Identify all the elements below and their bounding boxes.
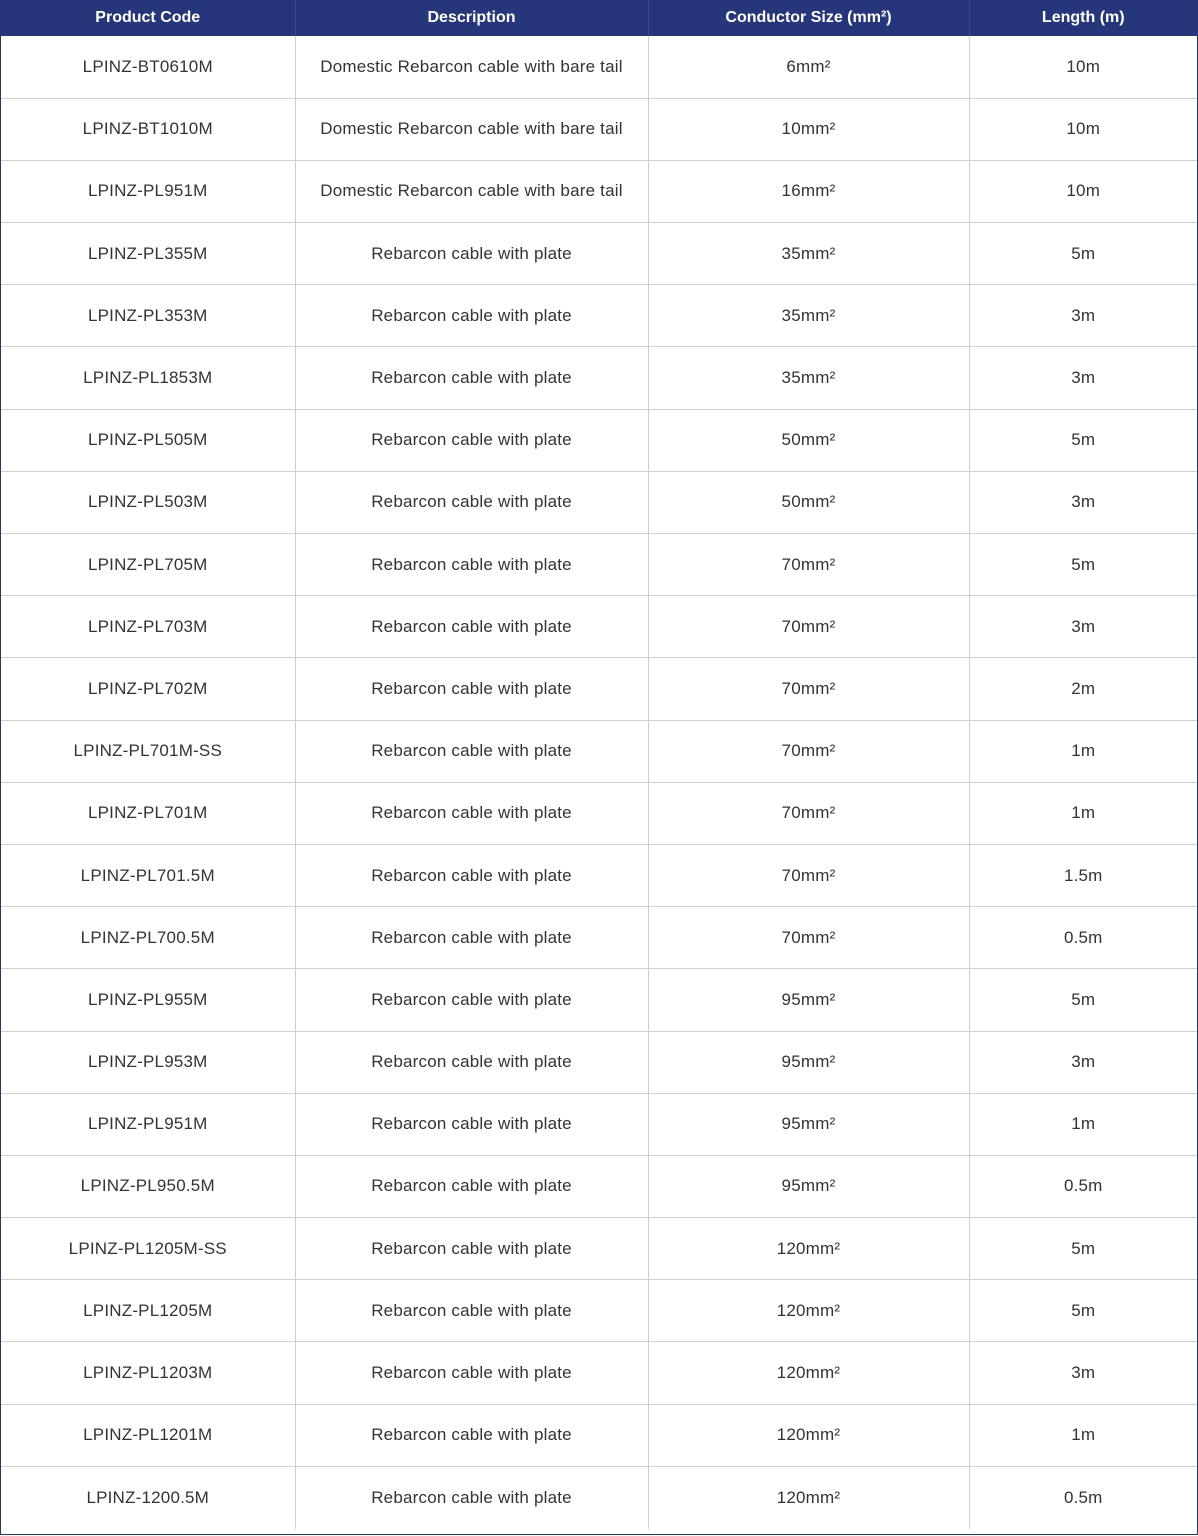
description-cell: Rebarcon cable with plate [295, 969, 648, 1031]
table-row [1, 969, 1197, 1031]
product-code-cell: LPINZ-PL1853M [1, 347, 295, 409]
length-cell: 3m [969, 1031, 1197, 1093]
description-cell: Rebarcon cable with plate [295, 596, 648, 658]
product-code-cell: LPINZ-PL702M [1, 658, 295, 720]
description-cell: Domestic Rebarcon cable with bare tail [295, 98, 648, 160]
product-code-cell: LPINZ-PL950.5M [1, 1155, 295, 1217]
table-row [1, 471, 1197, 533]
conductor-size-cell: 95mm² [648, 1031, 969, 1093]
table-row [1, 36, 1197, 98]
conductor-size-cell: 95mm² [648, 1093, 969, 1155]
description-cell: Rebarcon cable with plate [295, 534, 648, 596]
length-cell: 5m [969, 969, 1197, 1031]
table-row [1, 347, 1197, 409]
product-code-cell: LPINZ-PL951M [1, 1093, 295, 1155]
length-cell: 3m [969, 1342, 1197, 1404]
table-row [1, 1280, 1197, 1342]
description-cell: Rebarcon cable with plate [295, 347, 648, 409]
description-cell: Rebarcon cable with plate [295, 1218, 648, 1280]
conductor-size-cell: 95mm² [648, 1155, 969, 1217]
length-cell: 10m [969, 98, 1197, 160]
description-cell: Rebarcon cable with plate [295, 1093, 648, 1155]
product-table [1, 0, 1197, 1529]
conductor-size-cell: 6mm² [648, 36, 969, 98]
conductor-size-cell: 70mm² [648, 844, 969, 906]
product-code-cell: LPINZ-PL353M [1, 285, 295, 347]
product-code-cell: LPINZ-PL1201M [1, 1404, 295, 1466]
table-row [1, 658, 1197, 720]
conductor-size-cell: 70mm² [648, 534, 969, 596]
header-length: Length (m) [969, 0, 1197, 36]
table-row [1, 1466, 1197, 1528]
description-cell: Rebarcon cable with plate [295, 1342, 648, 1404]
table-row [1, 596, 1197, 658]
conductor-size-cell: 120mm² [648, 1342, 969, 1404]
conductor-size-cell: 70mm² [648, 720, 969, 782]
conductor-size-cell: 95mm² [648, 969, 969, 1031]
conductor-size-cell: 35mm² [648, 223, 969, 285]
table-row [1, 409, 1197, 471]
conductor-size-cell: 120mm² [648, 1466, 969, 1528]
description-cell: Rebarcon cable with plate [295, 844, 648, 906]
product-code-cell: LPINZ-PL703M [1, 596, 295, 658]
length-cell: 5m [969, 1280, 1197, 1342]
table-row [1, 223, 1197, 285]
description-cell: Rebarcon cable with plate [295, 658, 648, 720]
description-cell: Rebarcon cable with plate [295, 1155, 648, 1217]
length-cell: 0.5m [969, 1466, 1197, 1528]
conductor-size-cell: 70mm² [648, 596, 969, 658]
description-cell: Rebarcon cable with plate [295, 409, 648, 471]
product-code-cell: LPINZ-PL955M [1, 969, 295, 1031]
description-cell: Rebarcon cable with plate [295, 782, 648, 844]
length-cell: 5m [969, 223, 1197, 285]
description-cell: Rebarcon cable with plate [295, 720, 648, 782]
length-cell: 1.5m [969, 844, 1197, 906]
product-code-cell: LPINZ-BT1010M [1, 98, 295, 160]
table-row [1, 907, 1197, 969]
product-code-cell: LPINZ-PL953M [1, 1031, 295, 1093]
product-code-cell: LPINZ-PL503M [1, 471, 295, 533]
description-cell: Rebarcon cable with plate [295, 1031, 648, 1093]
conductor-size-cell: 35mm² [648, 347, 969, 409]
description-cell: Rebarcon cable with plate [295, 1466, 648, 1528]
product-code-cell: LPINZ-1200.5M [1, 1466, 295, 1528]
table-body [1, 36, 1197, 1529]
product-code-cell: LPINZ-PL355M [1, 223, 295, 285]
conductor-size-cell: 50mm² [648, 409, 969, 471]
product-code-cell: LPINZ-PL505M [1, 409, 295, 471]
table-row [1, 1093, 1197, 1155]
table-row [1, 720, 1197, 782]
product-code-cell: LPINZ-PL700.5M [1, 907, 295, 969]
product-code-cell: LPINZ-PL701.5M [1, 844, 295, 906]
length-cell: 3m [969, 596, 1197, 658]
table-row [1, 534, 1197, 596]
length-cell: 1m [969, 1093, 1197, 1155]
product-code-cell: LPINZ-PL701M [1, 782, 295, 844]
description-cell: Rebarcon cable with plate [295, 471, 648, 533]
table-row [1, 1404, 1197, 1466]
table-row [1, 160, 1197, 222]
table-row [1, 1155, 1197, 1217]
length-cell: 10m [969, 36, 1197, 98]
table-row [1, 1218, 1197, 1280]
product-code-cell: LPINZ-PL1205M-SS [1, 1218, 295, 1280]
description-cell: Rebarcon cable with plate [295, 285, 648, 347]
description-cell: Rebarcon cable with plate [295, 223, 648, 285]
conductor-size-cell: 50mm² [648, 471, 969, 533]
length-cell: 10m [969, 160, 1197, 222]
header-conductor-size: Conductor Size (mm²) [648, 0, 969, 36]
length-cell: 3m [969, 285, 1197, 347]
conductor-size-cell: 70mm² [648, 907, 969, 969]
length-cell: 2m [969, 658, 1197, 720]
product-code-cell: LPINZ-PL701M-SS [1, 720, 295, 782]
description-cell: Domestic Rebarcon cable with bare tail [295, 36, 648, 98]
product-code-cell: LPINZ-PL1205M [1, 1280, 295, 1342]
description-cell: Rebarcon cable with plate [295, 1404, 648, 1466]
description-cell: Rebarcon cable with plate [295, 907, 648, 969]
length-cell: 0.5m [969, 1155, 1197, 1217]
conductor-size-cell: 120mm² [648, 1404, 969, 1466]
conductor-size-cell: 70mm² [648, 782, 969, 844]
conductor-size-cell: 70mm² [648, 658, 969, 720]
length-cell: 5m [969, 409, 1197, 471]
length-cell: 0.5m [969, 907, 1197, 969]
header-description: Description [295, 0, 648, 36]
table-header [1, 0, 1197, 36]
product-code-cell: LPINZ-BT0610M [82, 56, 213, 76]
table-row [1, 782, 1197, 844]
description-cell: Domestic Rebarcon cable with bare tail [295, 160, 648, 222]
length-cell: 1m [969, 720, 1197, 782]
product-code-cell: LPINZ-PL1203M [1, 1342, 295, 1404]
conductor-size-cell: 120mm² [648, 1280, 969, 1342]
length-cell: 3m [969, 347, 1197, 409]
header-row [1, 0, 1197, 36]
length-cell: 5m [969, 1218, 1197, 1280]
length-cell: 5m [969, 534, 1197, 596]
length-cell: 1m [969, 782, 1197, 844]
header-product-code: Product Code [95, 9, 201, 26]
length-cell: 1m [969, 1404, 1197, 1466]
conductor-size-cell: 16mm² [648, 160, 969, 222]
product-code-cell: LPINZ-PL951M [1, 160, 295, 222]
table-row [1, 1342, 1197, 1404]
length-cell: 3m [969, 471, 1197, 533]
description-cell: Rebarcon cable with plate [295, 1280, 648, 1342]
table-row [1, 98, 1197, 160]
conductor-size-cell: 10mm² [648, 98, 969, 160]
conductor-size-cell: 35mm² [648, 285, 969, 347]
product-code-cell: LPINZ-PL705M [1, 534, 295, 596]
table-row [1, 1031, 1197, 1093]
table-row [1, 844, 1197, 906]
table-row [1, 285, 1197, 347]
conductor-size-cell: 120mm² [648, 1218, 969, 1280]
